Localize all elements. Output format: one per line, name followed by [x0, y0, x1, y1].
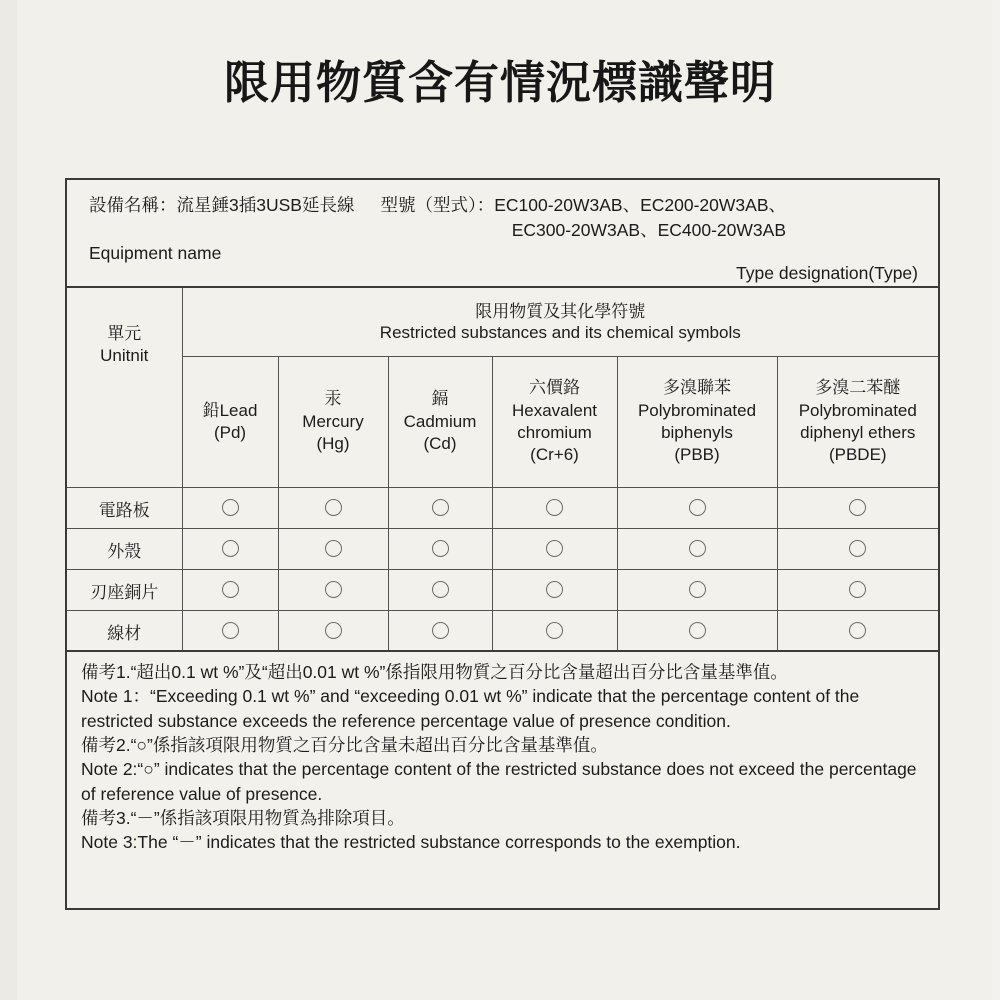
unit-header-cn: 單元 [107, 323, 142, 343]
circle-mark-icon [222, 499, 239, 516]
circle-mark-icon [849, 622, 866, 639]
row-label-text: 線材 [107, 623, 142, 643]
circle-mark-icon [546, 581, 563, 598]
column-header-cadmium-symbol: (Cd) [423, 434, 457, 454]
column-header-pbb-symbol: (PBB) [674, 445, 720, 465]
column-header-lead-symbol: (Pd) [213, 423, 247, 442]
mark-cell-circuitboard-mercury [278, 488, 388, 529]
mark-cell-circuitboard-cadmium [388, 488, 492, 529]
circle-mark-icon [689, 540, 706, 557]
column-header-cadmium-cn: 鎘 [431, 389, 449, 409]
column-header-mercury [278, 357, 388, 488]
row-label-text: 電路板 [98, 500, 150, 520]
circle-mark-icon [546, 622, 563, 639]
column-header-cadmium [388, 357, 492, 488]
mark-cell-circuitboard-pbb [617, 488, 777, 529]
circle-mark-icon [222, 540, 239, 557]
table-row [67, 488, 938, 529]
row-label-housing [67, 529, 182, 570]
mark-cell-bladecopper-pbb [617, 570, 777, 611]
column-header-mercury-cn: 汞 [324, 389, 342, 409]
column-header-mercury-symbol: (Hg) [316, 434, 350, 454]
circle-mark-icon [432, 622, 449, 639]
type-designation-block [380, 194, 786, 242]
note-1-cn: 備考1.“超出0.1 wt %”及“超出0.01 wt %”係指限用物質之百分比含量超出百分比含量基準值。 [81, 662, 788, 682]
mark-cell-circuitboard-lead [182, 488, 278, 529]
circle-mark-icon [689, 622, 706, 639]
equipment-header-line1 [89, 194, 922, 242]
row-label-text: 外殼 [107, 541, 142, 561]
mark-cell-housing-lead [182, 529, 278, 570]
type-designation-label-en: Type designation(Type) [736, 263, 918, 284]
note-3-cn: 備考3.“－”係指該項限用物質為排除項目。 [81, 807, 405, 828]
column-header-pbde-cn: 多溴二苯醚 [815, 378, 901, 398]
mark-cell-housing-pbb [617, 529, 777, 570]
type-designation-values-line2: EC300-20W3AB、EC400-20W3AB [511, 219, 786, 240]
column-header-pbde [777, 357, 938, 488]
mark-cell-wire-mercury [278, 611, 388, 652]
mark-cell-wire-pbde [777, 611, 938, 652]
note-3-en: Note 3:The “－” indicates that the restricted substance corresponds to the exemption. [81, 832, 741, 853]
mark-cell-housing-chromium [492, 529, 617, 570]
mark-cell-bladecopper-lead [182, 570, 278, 611]
circle-mark-icon [325, 581, 342, 598]
mark-cell-housing-cadmium [388, 529, 492, 570]
column-header-hexavalent-chromium [492, 357, 617, 488]
mark-cell-wire-chromium [492, 611, 617, 652]
restricted-substances-header-cell [182, 288, 938, 357]
unit-header-en: Unitnit [100, 345, 149, 365]
mark-cell-wire-pbb [617, 611, 777, 652]
circle-mark-icon [325, 499, 342, 516]
matrix-header-row-2 [67, 357, 938, 488]
table-row [67, 570, 938, 611]
column-header-chromium-en2: chromium [517, 423, 592, 442]
page-title: 限用物質含有情況標識聲明 [223, 56, 776, 109]
mark-cell-wire-lead [182, 611, 278, 652]
circle-mark-icon [849, 540, 866, 557]
column-header-pbb [617, 357, 777, 488]
circle-mark-icon [222, 581, 239, 598]
circle-mark-icon [432, 540, 449, 557]
mark-cell-bladecopper-chromium [492, 570, 617, 611]
circle-mark-icon [432, 581, 449, 598]
column-header-chromium-en: Hexavalent [511, 400, 598, 420]
circle-mark-icon [689, 499, 706, 516]
circle-mark-icon [325, 540, 342, 557]
declaration-table [65, 178, 940, 910]
circle-mark-icon [849, 499, 866, 516]
mark-cell-housing-mercury [278, 529, 388, 570]
note-1-en: Note 1：“Exceeding 0.1 wt %” and “exceeding 0.01 wt %” indicate that the percentage content of the restricted substance exceeds the reference percentage value of presence condition. [81, 686, 860, 731]
type-designation-label-cn: 型號（型式）： [380, 195, 495, 215]
equipment-header-line2 [89, 243, 922, 284]
note-2-en: Note 2:“○” indicates that the percentage content of the restricted substance does not exceed the percentage of reference value of presence. [81, 759, 917, 804]
restricted-substances-header-en: Restricted substances and its chemical symbols [379, 323, 741, 342]
restricted-substances-header-cn: 限用物質及其化學符號 [475, 301, 646, 321]
type-designation-values-line1: EC100-20W3AB、EC200-20W3AB、 [494, 195, 786, 215]
column-header-pbde-en: Polybrominated [798, 400, 917, 420]
matrix-header-row-1 [67, 288, 938, 357]
column-header-chromium-cn: 六價鉻 [529, 378, 580, 398]
mark-cell-circuitboard-pbde [777, 488, 938, 529]
column-header-pbb-cn: 多溴聯苯 [663, 378, 731, 398]
equipment-header-band [67, 180, 938, 288]
table-row [67, 611, 938, 652]
table-row [67, 529, 938, 570]
column-header-pbde-symbol: (PBDE) [828, 445, 887, 465]
circle-mark-icon [849, 581, 866, 598]
mark-cell-housing-pbde [777, 529, 938, 570]
row-label-blade-copper [67, 570, 182, 611]
column-header-cadmium-en: Cadmium [403, 411, 477, 431]
circle-mark-icon [546, 540, 563, 557]
equipment-name-label-cn: 設備名稱：流星錘3插3USB延長線 [89, 195, 355, 215]
column-header-pbb-en2: biphenyls [661, 423, 733, 442]
mark-cell-bladecopper-pbde [777, 570, 938, 611]
mark-cell-bladecopper-mercury [278, 570, 388, 611]
mark-cell-circuitboard-chromium [492, 488, 617, 529]
column-header-mercury-en: Mercury [302, 411, 364, 431]
circle-mark-icon [222, 622, 239, 639]
circle-mark-icon [546, 499, 563, 516]
row-label-circuit-board [67, 488, 182, 529]
mark-cell-wire-cadmium [388, 611, 492, 652]
column-header-lead-cn: 鉛Lead [202, 400, 258, 420]
column-header-pbde-en2: diphenyl ethers [800, 423, 916, 442]
circle-mark-icon [432, 499, 449, 516]
column-header-pbb-en: Polybrominated [637, 400, 757, 420]
mark-cell-bladecopper-cadmium [388, 570, 492, 611]
substance-matrix [67, 288, 938, 652]
note-2-cn: 備考2.“○”係指該項限用物質之百分比含量未超出百分比含量基準值。 [81, 734, 608, 755]
unit-header-cell [67, 288, 182, 488]
notes-section [67, 650, 938, 855]
column-header-chromium-symbol: (Cr+6) [530, 445, 579, 465]
column-header-lead [182, 357, 278, 488]
row-label-text: 刃座銅片 [90, 582, 159, 602]
row-label-wire [67, 611, 182, 652]
circle-mark-icon [689, 581, 706, 598]
circle-mark-icon [325, 622, 342, 639]
equipment-name-label-en: Equipment name [89, 243, 222, 264]
